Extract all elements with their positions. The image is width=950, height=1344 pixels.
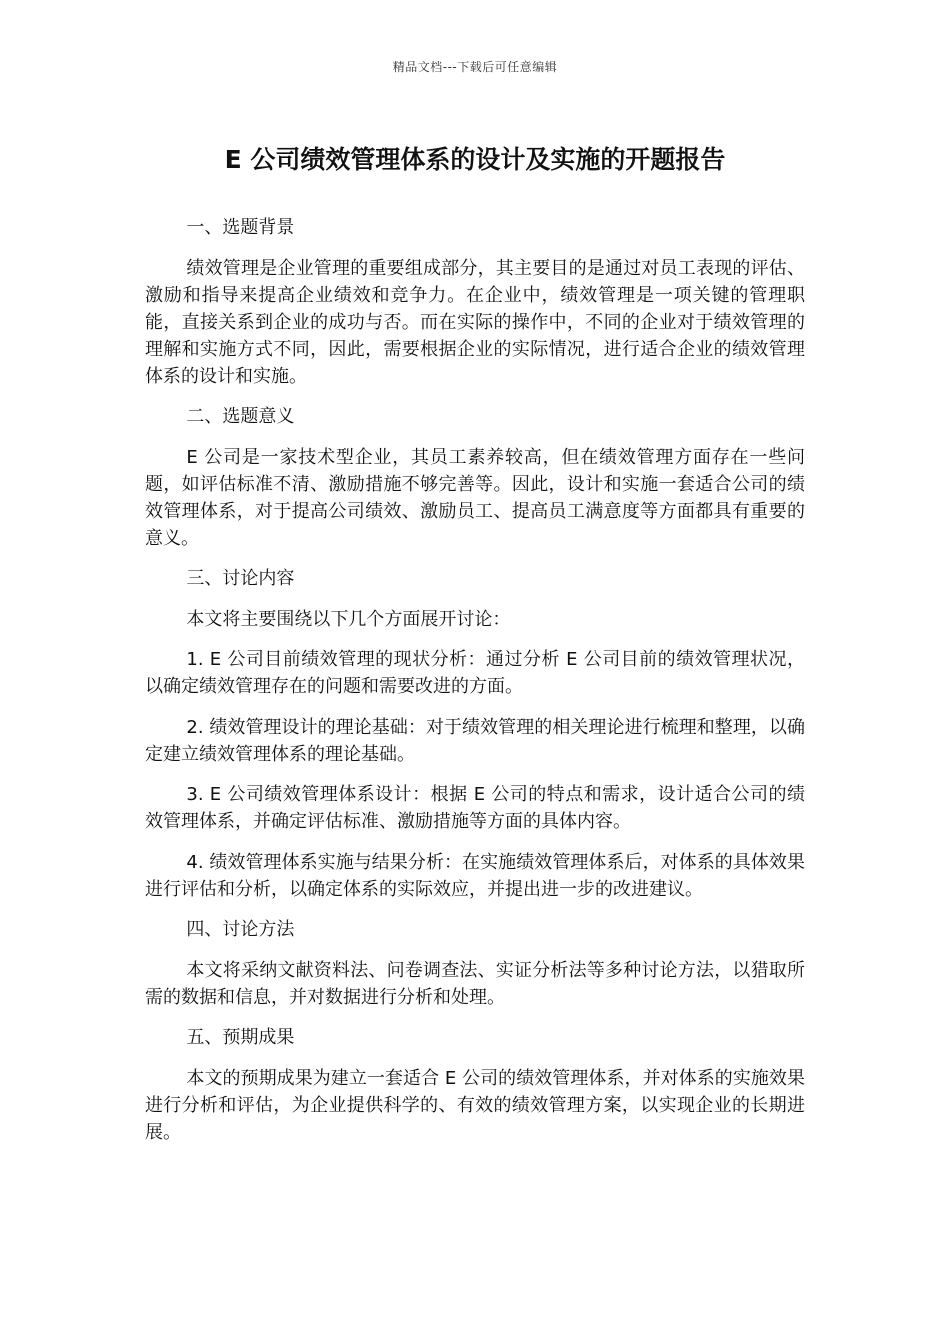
paragraph-method: 本文将采纳文献资料法、问卷调查法、实证分析法等多种讨论方法，以猎取所需的数据和信息，并对数据进行分析和处理。 xyxy=(145,959,805,1008)
list-item-content-2: 2. 绩效管理设计的理论基础：对于绩效管理的相关理论进行梳理和整理，以确定建立绩效管理体系的理论基础。 xyxy=(145,716,805,765)
section-heading-outcomes: 五、预期成果 xyxy=(186,1027,295,1048)
page-header: 精品文档---下载后可任意编辑 xyxy=(392,60,558,74)
list-item-content-3: 3. E 公司绩效管理体系设计：根据 E 公司的特点和需求，设计适合公司的绩效管理体系，并确定评估标准、激励措施等方面的具体内容。 xyxy=(145,784,805,832)
section-heading-content: 三、讨论内容 xyxy=(186,568,295,589)
paragraph-content-intro: 本文将主要围绕以下几个方面展开讨论： xyxy=(186,608,511,630)
document-body xyxy=(145,214,805,1159)
section-heading-method: 四、讨论方法 xyxy=(186,919,295,940)
document-title: E 公司绩效管理体系的设计及实施的开题报告 xyxy=(224,145,726,174)
paragraph-outcomes: 本文的预期成果为建立一套适合 E 公司的绩效管理体系，并对体系的实施效果进行分析和评估，为企业提供科学的、有效的绩效管理方案，以实现企业的长期进展。 xyxy=(145,1067,805,1143)
paragraph-background: 绩效管理是企业管理的重要组成部分，其主要目的是通过对员工表现的评估、激励和指导来提高企业绩效和竞争力。在企业中，绩效管理是一项关键的管理职能，直接关系到企业的成功与否。而在实际的操作中，不同的企业对于绩效管理的理解和实施方式不同，因此，需要根据企业的实际情况，进行适合企业的绩效管理体系的设计和实施。 xyxy=(145,257,805,387)
section-heading-significance: 二、选题意义 xyxy=(186,406,295,427)
list-item-content-4: 4. 绩效管理体系实施与结果分析：在实施绩效管理体系后，对体系的具体效果进行评估和分析，以确定体系的实际效应，并提出进一步的改进建议。 xyxy=(145,851,805,900)
section-heading-background: 一、选题背景 xyxy=(186,217,295,238)
paragraph-significance: E 公司是一家技术型企业，其员工素养较高，但在绩效管理方面存在一些问题，如评估标准不清、激励措施不够完善等。因此，设计和实施一套适合公司的绩效管理体系，对于提高公司绩效、激励员工、提高员工满意度等方面都具有重要的意义。 xyxy=(145,446,805,549)
list-item-content-1: 1. E 公司目前绩效管理的现状分析：通过分析 E 公司目前的绩效管理状况，以确定绩效管理存在的问题和需要改进的方面。 xyxy=(145,649,805,697)
